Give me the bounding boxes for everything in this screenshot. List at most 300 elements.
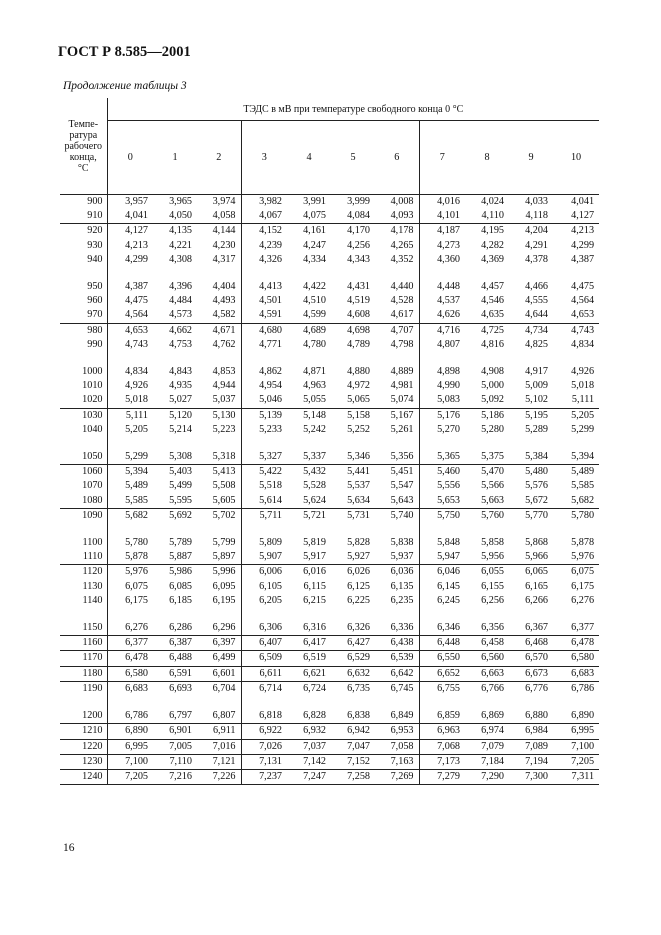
emf-value-cell: 6,519 <box>287 651 331 666</box>
temperature-cell: 1160 <box>60 636 107 651</box>
emf-value-cell: 5,887 <box>169 551 192 563</box>
column-header: 9 <box>509 121 553 195</box>
emf-value-cell: 6,818 <box>259 710 282 722</box>
temperature-cell: 1240 <box>60 769 107 784</box>
emf-value-cell: 6,683 <box>107 681 153 696</box>
emf-value-cell: 4,871 <box>303 366 326 378</box>
emf-value-cell: 4,807 <box>437 338 460 350</box>
emf-value-cell: 4,798 <box>375 338 419 352</box>
table-continuation-caption: Продолжение таблицы 3 <box>63 80 187 92</box>
emf-value-cell: 7,163 <box>375 754 419 769</box>
emf-value-cell: 4,725 <box>465 323 509 338</box>
emf-value-cell: 4,016 <box>437 196 460 207</box>
emf-value-cell: 6,890 <box>107 724 153 739</box>
emf-value-cell: 5,595 <box>169 494 192 506</box>
emf-value-cell: 5,907 <box>259 551 282 563</box>
temperature-cell: 1170 <box>60 651 107 666</box>
emf-value-cell: 5,037 <box>197 393 241 408</box>
emf-value-cell: 4,990 <box>437 380 460 392</box>
emf-value-cell: 4,058 <box>197 209 241 224</box>
emf-value-cell: 4,152 <box>241 224 287 239</box>
emf-value-cell: 4,753 <box>169 338 192 350</box>
emf-value-cell: 4,448 <box>437 281 460 293</box>
table-row <box>60 224 599 239</box>
emf-value-cell: 7,226 <box>197 769 241 784</box>
emf-value-cell: 5,780 <box>553 508 599 523</box>
emf-value-cell: 3,957 <box>125 196 148 207</box>
emf-value-cell: 4,440 <box>375 280 419 294</box>
table-row <box>60 769 599 784</box>
emf-value-cell: 5,760 <box>465 508 509 523</box>
emf-value-cell: 6,745 <box>375 681 419 696</box>
emf-value-cell: 6,215 <box>303 594 326 606</box>
emf-value-cell: 4,033 <box>525 196 548 207</box>
emf-value-cell: 5,223 <box>197 423 241 437</box>
emf-value-cell: 5,111 <box>107 408 153 423</box>
emf-value-cell: 6,155 <box>481 580 504 592</box>
emf-value-cell: 6,890 <box>571 710 595 722</box>
emf-value-cell: 4,617 <box>375 308 419 323</box>
emf-value-cell: 4,944 <box>197 379 241 393</box>
emf-value-cell: 4,671 <box>197 323 241 338</box>
emf-value-cell: 6,286 <box>169 622 192 634</box>
emf-value-cell: 5,721 <box>287 508 331 523</box>
emf-value-cell: 5,828 <box>347 537 370 549</box>
temperature-cell: 1110 <box>60 550 107 565</box>
emf-value-cell: 7,300 <box>509 769 553 784</box>
emf-value-cell: 4,564 <box>571 295 595 307</box>
emf-value-cell: 4,161 <box>287 224 331 239</box>
emf-value-cell: 3,974 <box>197 195 241 210</box>
emf-value-cell: 6,621 <box>287 666 331 681</box>
column-header: 5 <box>331 121 375 195</box>
emf-value-cell: 5,252 <box>347 423 370 435</box>
emf-value-cell: 4,343 <box>347 253 370 265</box>
emf-value-cell: 7,311 <box>553 769 599 784</box>
column-header: 2 <box>197 121 241 195</box>
emf-value-cell: 4,299 <box>125 253 148 265</box>
emf-value-cell: 5,356 <box>375 450 419 465</box>
emf-value-cell: 4,510 <box>303 295 326 307</box>
emf-value-cell: 4,917 <box>525 366 548 378</box>
emf-value-cell: 6,673 <box>509 666 553 681</box>
emf-value-cell: 6,026 <box>331 565 375 580</box>
emf-value-cell: 4,404 <box>197 280 241 294</box>
temperature-cell: 1100 <box>60 536 107 550</box>
emf-value-cell: 4,880 <box>347 366 370 378</box>
emf-value-cell: 6,488 <box>153 651 197 666</box>
emf-value-cell: 6,663 <box>465 666 509 681</box>
emf-value-cell: 7,142 <box>287 754 331 769</box>
emf-value-cell: 5,130 <box>197 408 241 423</box>
table-row <box>60 308 599 323</box>
emf-value-cell: 6,367 <box>525 622 548 634</box>
emf-value-cell: 5,000 <box>481 380 504 392</box>
emf-value-cell: 6,995 <box>553 724 599 739</box>
emf-value-cell: 5,499 <box>169 480 192 492</box>
temperature-cell: 1200 <box>60 709 107 724</box>
emf-value-cell: 5,441 <box>331 465 375 480</box>
emf-value-cell: 5,986 <box>153 565 197 580</box>
emf-value-cell: 6,786 <box>125 710 148 722</box>
emf-value-cell: 5,819 <box>303 537 326 549</box>
emf-value-cell: 6,901 <box>153 724 197 739</box>
column-header-row <box>60 121 599 195</box>
emf-value-cell: 6,509 <box>241 651 287 666</box>
temperature-cell: 910 <box>60 209 107 224</box>
group-spacer <box>60 696 599 709</box>
emf-value-cell: 5,489 <box>125 480 148 492</box>
emf-value-cell: 5,518 <box>259 480 282 492</box>
emf-value-cell: 7,279 <box>419 769 465 784</box>
emf-value-cell: 5,976 <box>571 551 595 563</box>
emf-value-cell: 5,046 <box>259 394 282 406</box>
table-row <box>60 739 599 754</box>
thermo-emf-table <box>60 98 599 785</box>
emf-value-cell: 4,334 <box>303 253 326 265</box>
emf-value-cell: 5,547 <box>375 479 419 493</box>
emf-value-cell: 4,413 <box>259 281 282 293</box>
emf-value-cell: 4,213 <box>125 239 148 251</box>
emf-value-cell: 6,550 <box>419 651 465 666</box>
temperature-header-line: рабочего <box>64 140 103 152</box>
emf-value-cell: 4,546 <box>481 295 504 307</box>
emf-value-cell: 6,165 <box>525 580 548 592</box>
emf-value-cell: 6,869 <box>481 710 504 722</box>
emf-value-cell: 4,256 <box>347 239 370 251</box>
column-header: 10 <box>553 121 599 195</box>
emf-value-cell: 4,204 <box>509 224 553 239</box>
emf-value-cell: 6,276 <box>125 622 148 634</box>
emf-value-cell: 5,711 <box>241 508 287 523</box>
emf-value-cell: 4,144 <box>197 224 241 239</box>
emf-value-cell: 5,740 <box>375 508 419 523</box>
emf-value-cell: 7,037 <box>287 739 331 754</box>
emf-value-cell: 6,974 <box>465 724 509 739</box>
emf-value-cell: 4,653 <box>107 323 153 338</box>
emf-value-cell: 6,953 <box>375 724 419 739</box>
emf-value-cell: 5,318 <box>197 450 241 465</box>
emf-value-cell: 5,375 <box>481 451 504 463</box>
emf-value-cell: 5,148 <box>287 408 331 423</box>
emf-value-cell: 4,591 <box>259 309 282 321</box>
emf-value-cell: 5,205 <box>125 423 148 435</box>
emf-value-cell: 4,789 <box>347 338 370 350</box>
emf-value-cell: 4,816 <box>481 338 504 350</box>
emf-value-cell: 5,897 <box>197 550 241 565</box>
emf-value-cell: 5,614 <box>259 494 282 506</box>
emf-value-cell: 4,635 <box>481 309 504 321</box>
emf-value-cell: 4,475 <box>125 295 148 307</box>
emf-value-cell: 4,378 <box>525 253 548 265</box>
emf-value-cell: 6,642 <box>375 666 419 681</box>
emf-value-cell: 6,016 <box>287 565 331 580</box>
emf-value-cell: 4,291 <box>525 239 548 251</box>
emf-value-cell: 5,027 <box>169 394 192 406</box>
emf-value-cell: 6,438 <box>375 636 419 651</box>
column-header: 1 <box>153 121 197 195</box>
emf-value-cell: 6,932 <box>287 724 331 739</box>
temperature-cell: 1030 <box>60 408 107 423</box>
emf-value-cell: 5,848 <box>437 537 460 549</box>
emf-value-cell: 5,158 <box>331 408 375 423</box>
table-row <box>60 280 599 294</box>
emf-value-cell: 6,570 <box>509 651 553 666</box>
emf-value-cell: 4,707 <box>375 323 419 338</box>
emf-value-cell: 4,127 <box>571 210 595 222</box>
emf-value-cell: 4,466 <box>525 281 548 293</box>
emf-value-cell: 6,036 <box>375 565 419 580</box>
temperature-header-line: ратура <box>69 129 98 141</box>
emf-value-cell: 5,018 <box>125 394 148 406</box>
emf-span-header: ТЭДС в мВ при температуре свободного конца 0 °С <box>107 98 599 121</box>
emf-value-cell: 5,308 <box>169 451 192 463</box>
emf-value-cell: 5,868 <box>525 537 548 549</box>
temperature-cell: 1120 <box>60 565 107 580</box>
table-row <box>60 666 599 681</box>
emf-value-cell: 5,508 <box>197 479 241 493</box>
emf-value-cell: 6,135 <box>375 580 419 594</box>
emf-value-cell: 7,131 <box>241 754 287 769</box>
temperature-cell: 1190 <box>60 681 107 696</box>
emf-value-cell: 6,942 <box>331 724 375 739</box>
emf-value-cell: 5,789 <box>169 537 192 549</box>
emf-value-cell: 7,026 <box>241 739 287 754</box>
table-row <box>60 408 599 423</box>
emf-value-cell: 5,327 <box>259 451 282 463</box>
emf-value-cell: 6,296 <box>197 621 241 636</box>
emf-value-cell: 4,457 <box>481 281 504 293</box>
emf-value-cell: 4,926 <box>571 366 595 378</box>
emf-value-cell: 5,176 <box>419 408 465 423</box>
emf-value-cell: 5,682 <box>107 508 153 523</box>
column-header: 3 <box>241 121 287 195</box>
emf-value-cell: 5,102 <box>525 394 548 406</box>
emf-value-cell: 4,689 <box>287 323 331 338</box>
emf-value-cell: 6,055 <box>465 565 509 580</box>
temperature-cell: 1140 <box>60 594 107 608</box>
emf-value-cell: 4,698 <box>331 323 375 338</box>
emf-value-cell: 6,185 <box>169 594 192 606</box>
emf-value-cell: 4,743 <box>553 323 599 338</box>
emf-value-cell: 6,195 <box>197 594 241 608</box>
emf-value-cell: 6,316 <box>303 622 326 634</box>
emf-value-cell: 4,475 <box>571 281 595 293</box>
emf-value-cell: 4,528 <box>375 294 419 308</box>
emf-value-cell: 7,005 <box>153 739 197 754</box>
temperature-cell: 940 <box>60 253 107 267</box>
table-row <box>60 565 599 580</box>
emf-value-cell: 5,205 <box>553 408 599 423</box>
emf-value-cell: 4,118 <box>525 210 548 222</box>
emf-value-cell: 5,365 <box>437 451 460 463</box>
table-row <box>60 393 599 408</box>
emf-value-cell: 5,653 <box>437 494 460 506</box>
emf-value-cell: 7,100 <box>553 739 599 754</box>
table-row <box>60 338 599 352</box>
emf-value-cell: 7,205 <box>553 754 599 769</box>
emf-value-cell: 6,478 <box>553 636 599 651</box>
emf-value-cell: 6,205 <box>259 594 282 606</box>
emf-value-cell: 7,237 <box>241 769 287 784</box>
emf-value-cell: 5,270 <box>437 423 460 435</box>
temperature-cell: 1010 <box>60 379 107 393</box>
emf-value-cell: 5,878 <box>125 551 148 563</box>
emf-value-cell: 4,282 <box>481 239 504 251</box>
emf-value-cell: 4,825 <box>525 338 548 350</box>
temperature-cell: 1220 <box>60 739 107 754</box>
temperature-cell: 970 <box>60 308 107 323</box>
temperature-cell: 980 <box>60 323 107 338</box>
temperature-cell: 930 <box>60 239 107 253</box>
temperature-header-line: конца, <box>69 151 97 163</box>
emf-value-cell: 4,926 <box>125 380 148 392</box>
emf-value-cell: 6,397 <box>197 636 241 651</box>
emf-value-cell: 5,489 <box>553 465 599 480</box>
emf-value-cell: 5,692 <box>153 508 197 523</box>
emf-value-cell: 5,838 <box>375 536 419 550</box>
emf-value-cell: 4,352 <box>375 253 419 267</box>
emf-value-cell: 7,152 <box>331 754 375 769</box>
emf-value-cell: 6,478 <box>107 651 153 666</box>
emf-value-cell: 4,762 <box>197 338 241 352</box>
temperature-cell: 1020 <box>60 393 107 408</box>
emf-value-cell: 4,360 <box>437 253 460 265</box>
table-row <box>60 253 599 267</box>
temperature-cell: 920 <box>60 224 107 239</box>
emf-value-cell: 4,396 <box>169 281 192 293</box>
emf-value-cell: 5,403 <box>153 465 197 480</box>
emf-value-cell: 4,024 <box>481 196 504 207</box>
group-spacer <box>60 608 599 621</box>
emf-value-cell: 5,055 <box>303 394 326 406</box>
emf-value-cell: 6,714 <box>241 681 287 696</box>
emf-value-cell: 7,068 <box>419 739 465 754</box>
document-title: ГОСТ Р 8.585—2001 <box>58 44 191 60</box>
emf-value-cell: 6,276 <box>571 594 595 606</box>
emf-value-cell: 6,911 <box>197 724 241 739</box>
emf-value-cell: 6,735 <box>331 681 375 696</box>
temperature-cell: 950 <box>60 280 107 294</box>
emf-value-cell: 4,326 <box>259 253 282 265</box>
emf-value-cell: 5,996 <box>197 565 241 580</box>
emf-value-cell: 4,564 <box>125 309 148 321</box>
emf-value-cell: 4,662 <box>153 323 197 338</box>
table-row <box>60 681 599 696</box>
emf-value-cell: 5,528 <box>303 480 326 492</box>
emf-value-cell: 4,898 <box>437 366 460 378</box>
emf-value-cell: 7,100 <box>107 754 153 769</box>
emf-value-cell: 4,680 <box>241 323 287 338</box>
emf-value-cell: 6,075 <box>125 580 148 592</box>
emf-value-cell: 5,976 <box>107 565 153 580</box>
emf-value-cell: 6,046 <box>419 565 465 580</box>
emf-value-cell: 6,807 <box>197 709 241 724</box>
temperature-cell: 1130 <box>60 580 107 594</box>
emf-value-cell: 6,652 <box>419 666 465 681</box>
emf-value-cell: 5,074 <box>375 393 419 408</box>
emf-value-cell: 7,194 <box>509 754 553 769</box>
emf-value-cell: 5,927 <box>347 551 370 563</box>
emf-value-cell: 7,121 <box>197 754 241 769</box>
emf-value-cell: 5,634 <box>347 494 370 506</box>
emf-value-cell: 5,878 <box>571 537 595 549</box>
emf-value-cell: 7,216 <box>153 769 197 784</box>
emf-value-cell: 6,755 <box>419 681 465 696</box>
emf-value-cell: 6,560 <box>465 651 509 666</box>
group-spacer <box>60 267 599 280</box>
emf-value-cell: 4,501 <box>259 295 282 307</box>
table-body <box>60 195 599 785</box>
emf-value-cell: 6,458 <box>465 636 509 651</box>
emf-value-cell: 6,766 <box>465 681 509 696</box>
emf-value-cell: 6,580 <box>553 651 599 666</box>
emf-value-cell: 5,394 <box>107 465 153 480</box>
emf-value-cell: 6,175 <box>125 594 148 606</box>
emf-value-cell: 6,539 <box>375 651 419 666</box>
table-row <box>60 494 599 509</box>
emf-value-cell: 7,058 <box>375 739 419 754</box>
table-row <box>60 724 599 739</box>
emf-value-cell: 6,006 <box>241 565 287 580</box>
emf-value-cell: 5,065 <box>347 394 370 406</box>
emf-value-cell: 6,225 <box>347 594 370 606</box>
emf-value-cell: 6,417 <box>287 636 331 651</box>
emf-value-cell: 6,326 <box>347 622 370 634</box>
emf-value-cell: 6,377 <box>107 636 153 651</box>
emf-value-cell: 4,110 <box>481 210 504 222</box>
emf-value-cell: 4,213 <box>553 224 599 239</box>
emf-value-cell: 4,743 <box>125 338 148 350</box>
emf-value-cell: 5,809 <box>259 537 282 549</box>
emf-value-cell: 4,075 <box>303 210 326 222</box>
emf-value-cell: 4,308 <box>169 253 192 265</box>
emf-value-cell: 5,576 <box>525 480 548 492</box>
emf-value-cell: 4,230 <box>197 239 241 253</box>
column-header: 7 <box>419 121 465 195</box>
emf-value-cell: 4,889 <box>375 365 419 379</box>
temperature-cell: 990 <box>60 338 107 352</box>
emf-value-cell: 5,422 <box>241 465 287 480</box>
emf-value-cell: 4,247 <box>303 239 326 251</box>
emf-value-cell: 4,187 <box>419 224 465 239</box>
emf-value-cell: 6,828 <box>303 710 326 722</box>
table-row <box>60 754 599 769</box>
temperature-cell: 1000 <box>60 365 107 379</box>
table-row <box>60 294 599 308</box>
table-row <box>60 239 599 253</box>
emf-value-cell: 5,167 <box>375 408 419 423</box>
temperature-cell: 1180 <box>60 666 107 681</box>
emf-value-cell: 4,067 <box>259 210 282 222</box>
emf-value-cell: 4,780 <box>303 338 326 350</box>
temperature-cell: 1070 <box>60 479 107 493</box>
emf-value-cell: 4,493 <box>197 294 241 308</box>
emf-value-cell: 6,880 <box>525 710 548 722</box>
emf-value-cell: 6,838 <box>347 710 370 722</box>
emf-value-cell: 4,981 <box>375 379 419 393</box>
table-row <box>60 450 599 465</box>
emf-value-cell: 3,991 <box>303 196 326 207</box>
emf-value-cell: 5,770 <box>509 508 553 523</box>
emf-value-cell: 4,273 <box>437 239 460 251</box>
emf-value-cell: 6,580 <box>107 666 153 681</box>
emf-value-cell: 6,995 <box>107 739 153 754</box>
emf-value-cell: 6,266 <box>525 594 548 606</box>
emf-value-cell: 4,862 <box>259 366 282 378</box>
emf-value-cell: 6,306 <box>259 622 282 634</box>
emf-value-cell: 4,573 <box>169 309 192 321</box>
